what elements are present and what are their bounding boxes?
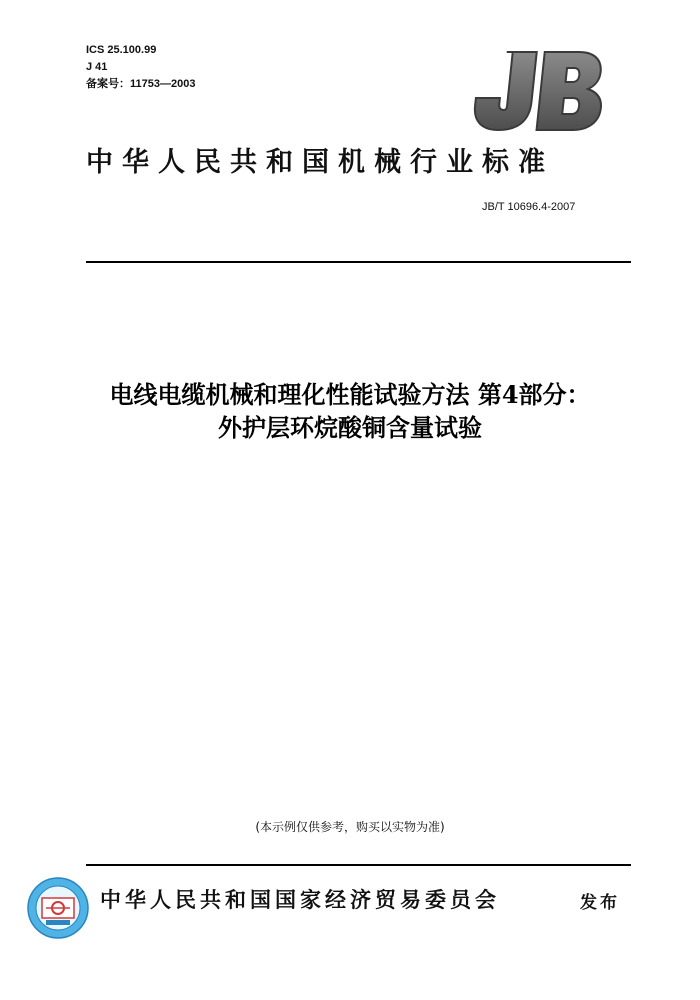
filing-number: 备案号：11753—2003 bbox=[86, 78, 196, 90]
standards-seal-icon bbox=[26, 876, 90, 940]
publish-label: 发布 bbox=[580, 893, 620, 913]
title-line-1: 电线电缆机械和理化性能试验方法 第4部分： bbox=[109, 380, 591, 409]
document-title bbox=[40, 378, 660, 444]
standard-organization: 中华人民共和国机械行业标准 bbox=[86, 147, 554, 178]
ics-code: ICS 25.100.99 bbox=[86, 44, 157, 56]
jb-standard-logo bbox=[472, 40, 602, 136]
bottom-divider bbox=[86, 864, 631, 866]
classification-code: J 41 bbox=[86, 61, 108, 73]
top-divider bbox=[86, 261, 631, 263]
publisher-name: 中华人民共和国国家经济贸易委员会 bbox=[100, 888, 500, 912]
sample-disclaimer: (本示例仅供参考，购买以实物为准) bbox=[255, 820, 445, 834]
standard-code: JB/T 10696.4-2007 bbox=[482, 201, 576, 213]
title-line-2: 外护层环烷酸铜含量试验 bbox=[218, 413, 482, 442]
header-meta bbox=[86, 42, 195, 93]
